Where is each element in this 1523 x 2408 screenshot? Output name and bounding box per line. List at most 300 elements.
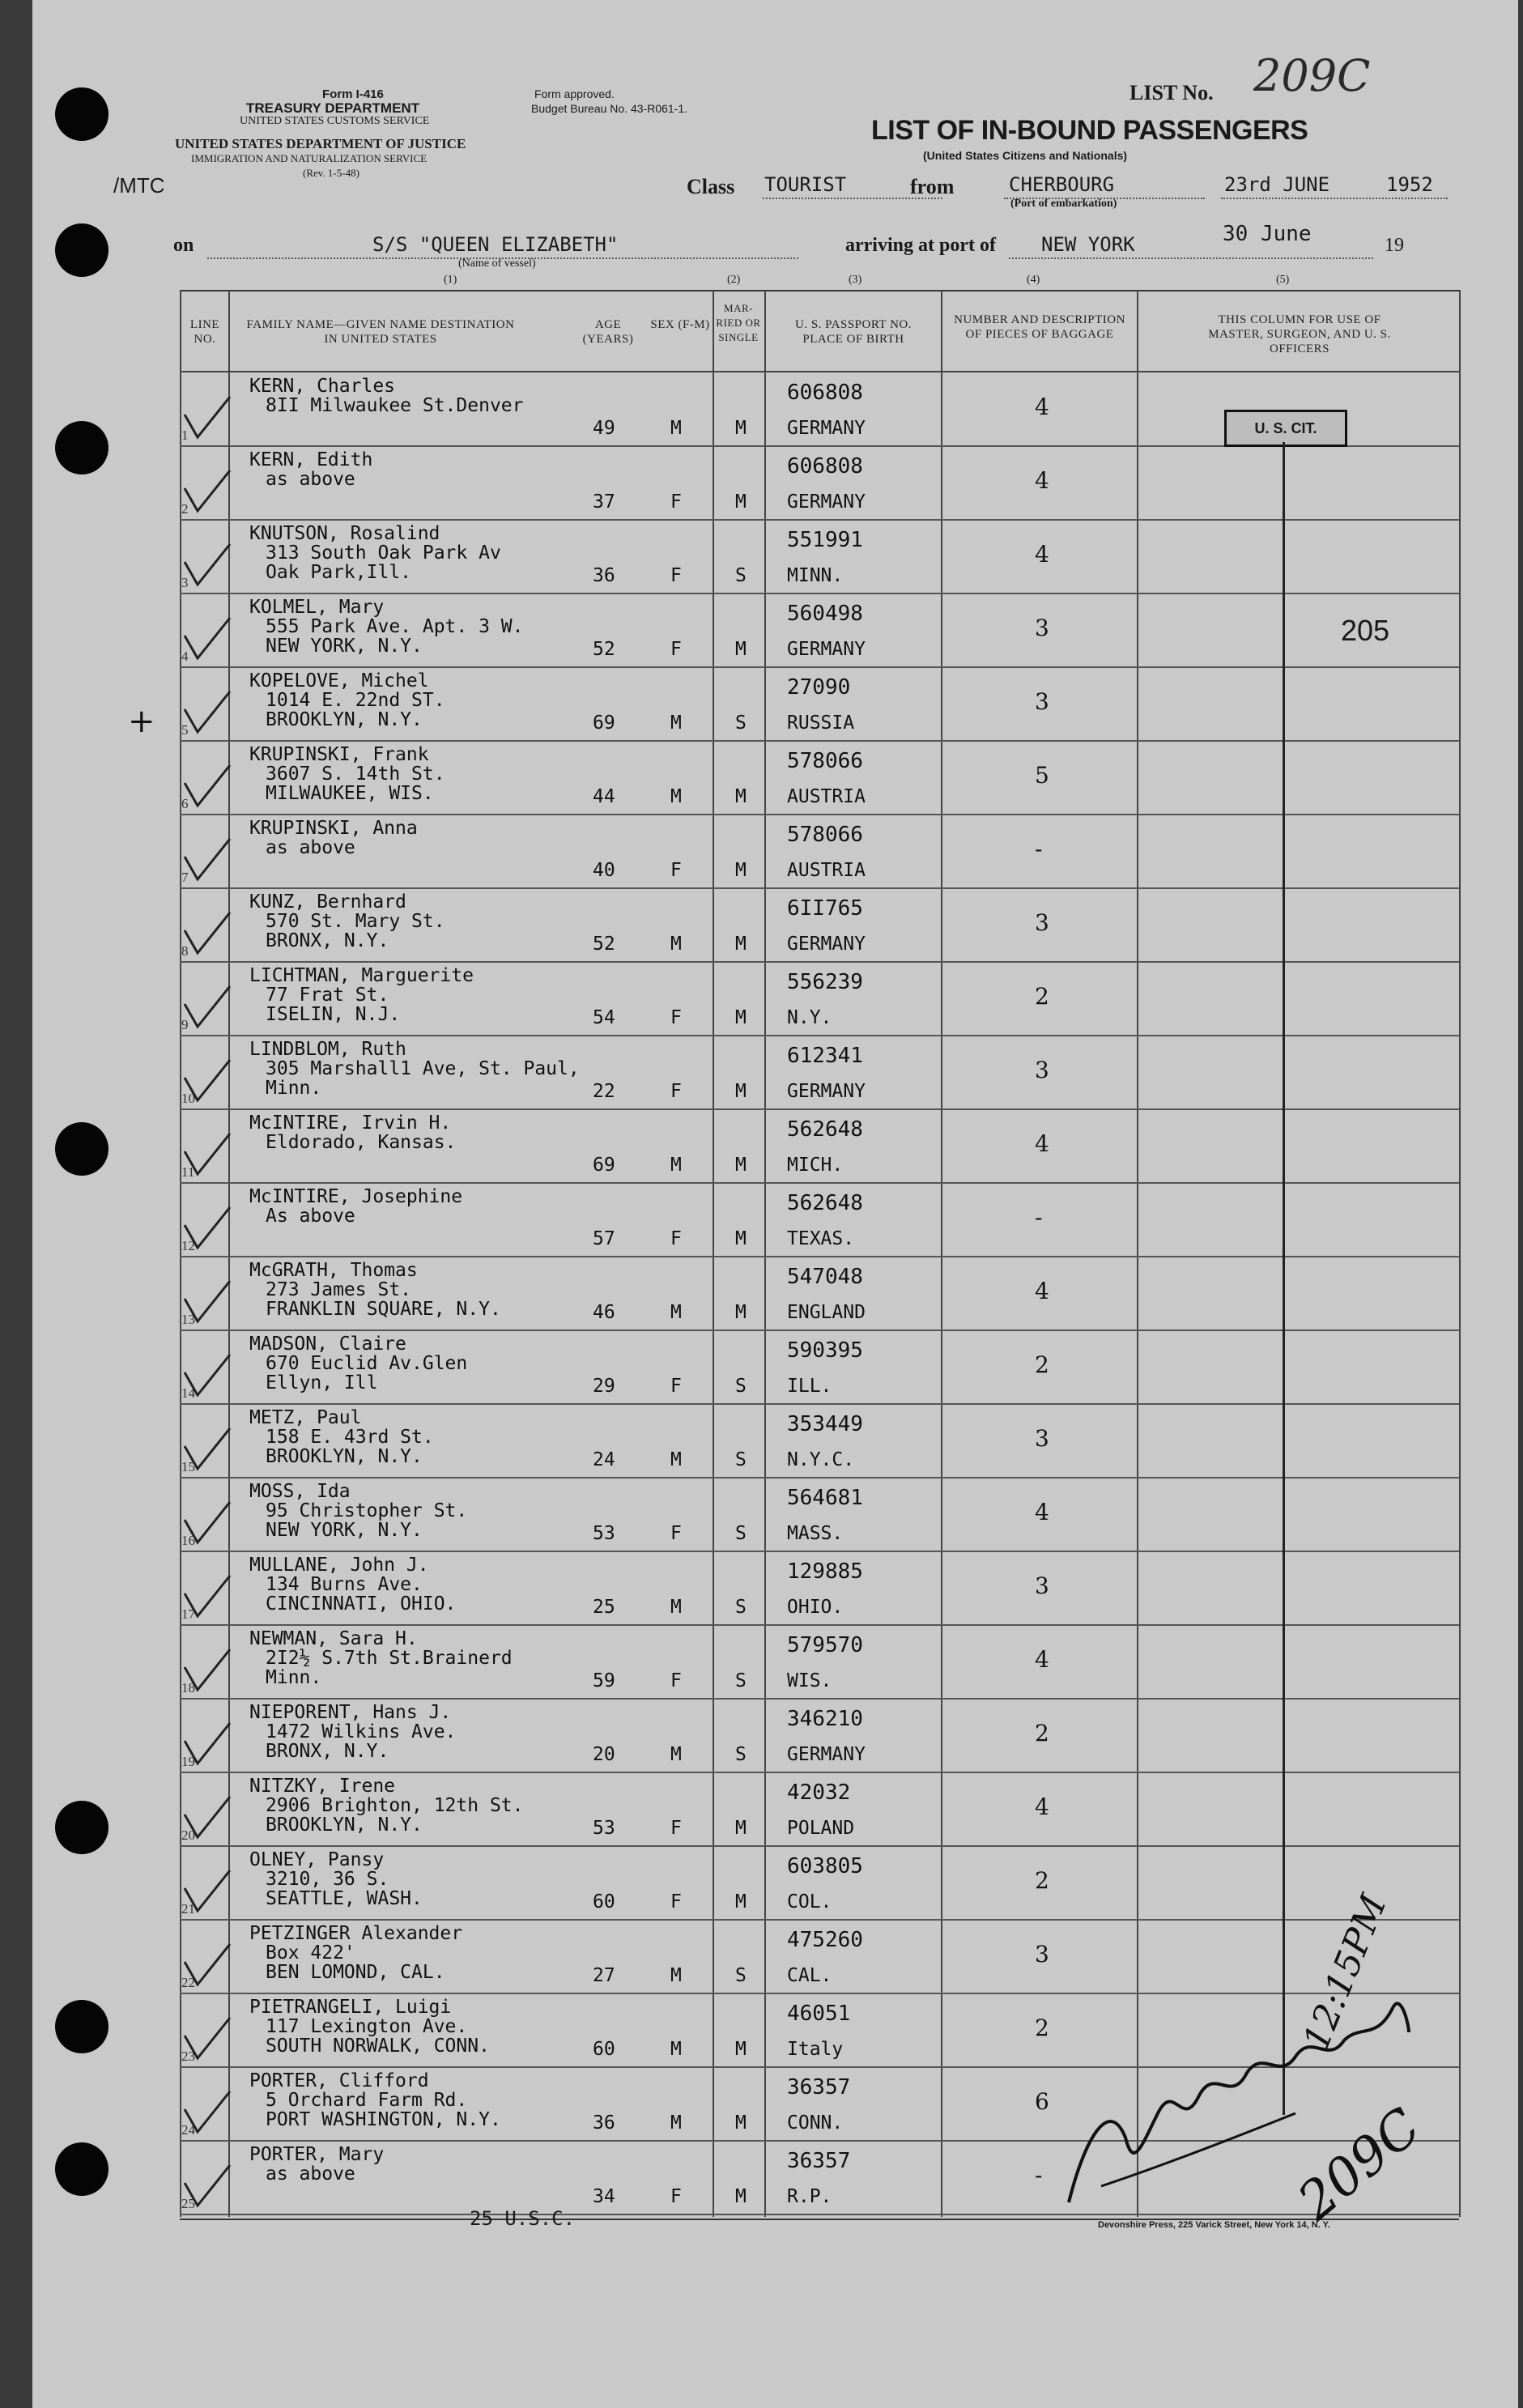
age: 60 xyxy=(593,1891,615,1912)
line-number: 13 xyxy=(181,1312,195,1327)
address-line-1: 570 St. Mary St. xyxy=(266,911,445,932)
address-line-1: 2906 Brighton, 12th St. xyxy=(266,1795,524,1816)
address-line-2: SEATTLE, WASH. xyxy=(266,1888,423,1909)
sex: F xyxy=(670,1818,682,1839)
address-line-2: CINCINNATI, OHIO. xyxy=(266,1593,457,1615)
passport-number: 475260 xyxy=(787,1928,863,1952)
passport-number: 46051 xyxy=(787,2002,851,2026)
form-approved: Form approved. xyxy=(534,87,615,100)
age: 69 xyxy=(593,1155,615,1176)
place-of-birth: GERMANY xyxy=(787,491,866,513)
age: 20 xyxy=(593,1744,615,1765)
age: 46 xyxy=(593,1302,615,1323)
table-row xyxy=(180,1478,1459,1552)
baggage-count: 3 xyxy=(1035,909,1049,936)
address-line-1: Box 422' xyxy=(266,1942,355,1963)
revision: (Rev. 1-5-48) xyxy=(303,167,359,179)
marital-status: S xyxy=(735,1449,747,1470)
table-row xyxy=(180,593,1459,668)
address-line-1: 1014 E. 22nd ST. xyxy=(266,690,445,711)
place-of-birth: MASS. xyxy=(787,1523,844,1544)
sex: F xyxy=(670,1228,682,1249)
marital-status: S xyxy=(735,1744,747,1765)
address-line-1: as above xyxy=(266,469,355,490)
budget-bureau: Budget Bureau No. 43-R061-1. xyxy=(531,102,688,115)
passenger-name: PORTER, Mary xyxy=(249,2144,385,2165)
check-mark xyxy=(183,542,232,588)
baggage-count: 3 xyxy=(1035,615,1049,641)
line-number: 7 xyxy=(181,870,189,885)
passenger-name: NEWMAN, Sara H. xyxy=(249,1628,418,1649)
sex: M xyxy=(670,2112,682,2134)
col-header-officers: THIS COLUMN FOR USE OF MASTER, SURGEON, AND U. S. OFFICERS xyxy=(1208,313,1391,355)
punch-hole xyxy=(55,1801,108,1854)
place-of-birth: WIS. xyxy=(787,1670,832,1691)
sex: M xyxy=(670,1155,682,1176)
passport-number: 590395 xyxy=(787,1338,863,1363)
sex: M xyxy=(670,1449,682,1470)
us-cit-stamp: U. S. CIT. xyxy=(1224,410,1347,447)
passenger-name: LINDBLOM, Ruth xyxy=(249,1039,406,1060)
baggage-count: 2 xyxy=(1035,1867,1049,1894)
line-number: 22 xyxy=(181,1975,195,1990)
marital-status: M xyxy=(735,1155,747,1176)
address-line-1: 313 South Oak Park Av xyxy=(266,542,501,564)
passenger-name: METZ, Paul xyxy=(249,1407,362,1428)
baggage-count: - xyxy=(1035,1204,1043,1231)
passport-number: 606808 xyxy=(787,454,863,479)
sex: M xyxy=(670,934,682,955)
baggage-count: 3 xyxy=(1035,1425,1049,1452)
punch-hole xyxy=(55,223,108,277)
baggage-count: 2 xyxy=(1035,983,1049,1010)
address-line-2: Minn. xyxy=(266,1667,322,1688)
col-header-sex: SEX (F-M) xyxy=(650,318,710,331)
age: 52 xyxy=(593,934,615,955)
place-of-birth: GERMANY xyxy=(787,1744,866,1765)
baggage-count: 3 xyxy=(1035,1572,1049,1599)
passport-number: 562648 xyxy=(787,1191,863,1215)
marital-status: M xyxy=(735,2039,747,2060)
signature-list-no: 209C xyxy=(1287,2097,1432,2232)
passport-number: 129885 xyxy=(787,1559,863,1584)
place-of-birth: TEXAS. xyxy=(787,1228,855,1249)
address-line-1: 117 Lexington Ave. xyxy=(266,2016,468,2037)
address-line-2: FRANKLIN SQUARE, N.Y. xyxy=(266,1299,501,1320)
passport-number: 547048 xyxy=(787,1265,863,1289)
age: 44 xyxy=(593,786,615,807)
age: 54 xyxy=(593,1007,615,1028)
address-line-2: BRONX, N.Y. xyxy=(266,1741,389,1762)
line-number: 15 xyxy=(181,1459,195,1474)
col-header-age: AGE (YEARS) xyxy=(582,318,634,346)
col-num-1: (1) xyxy=(444,274,457,286)
check-mark xyxy=(183,837,232,883)
baggage-count: 4 xyxy=(1035,1130,1049,1157)
sex: F xyxy=(670,639,682,660)
address-line-1: 1472 Wilkins Ave. xyxy=(266,1721,457,1742)
passenger-name: MULLANE, John J. xyxy=(249,1555,429,1576)
passport-number: 579570 xyxy=(787,1633,863,1657)
table-row xyxy=(180,667,1459,742)
arrival-date: 30 June xyxy=(1223,222,1312,246)
baggage-count: 3 xyxy=(1035,1941,1049,1968)
place-of-birth: N.Y.C. xyxy=(787,1449,855,1470)
passport-number: 560498 xyxy=(787,602,863,626)
passenger-name: NITZKY, Irene xyxy=(249,1776,396,1797)
passenger-name: PORTER, Clifford xyxy=(249,2070,429,2091)
address-line-2: MILWAUKEE, WIS. xyxy=(266,783,434,804)
line-number: 6 xyxy=(181,796,189,811)
marital-status: M xyxy=(735,786,747,807)
marital-status: S xyxy=(735,1597,747,1618)
place-of-birth: MICH. xyxy=(787,1155,844,1176)
passenger-name: KERN, Edith xyxy=(249,449,373,470)
sex: F xyxy=(670,565,682,586)
marital-status: M xyxy=(735,1891,747,1912)
from-value: CHERBOURG xyxy=(1009,173,1115,196)
marital-status: M xyxy=(735,1302,747,1323)
address-line-1: 305 Marshall1 Ave, St. Paul, xyxy=(266,1058,580,1079)
baggage-count: 2 xyxy=(1035,1351,1049,1378)
passenger-name: KERN, Charles xyxy=(249,376,396,397)
sex: M xyxy=(670,713,682,734)
address-line-2: BROOKLYN, N.Y. xyxy=(266,1815,423,1836)
address-line-2: BEN LOMOND, CAL. xyxy=(266,1962,445,1983)
table-row xyxy=(180,1699,1459,1773)
col-header-married: MAR-RIED OR SINGLE xyxy=(716,302,761,343)
baggage-count: 3 xyxy=(1035,1057,1049,1083)
class-label: Class xyxy=(687,175,735,198)
line-number: 18 xyxy=(181,1680,195,1695)
line-number: 14 xyxy=(181,1385,195,1401)
address-line-2: Oak Park,Ill. xyxy=(266,562,412,583)
line-number: 8 xyxy=(181,943,189,959)
address-line-1: 273 James St. xyxy=(266,1279,412,1300)
marital-status: M xyxy=(735,1228,747,1249)
baggage-count: 4 xyxy=(1035,541,1049,568)
line-number: 24 xyxy=(181,2122,195,2138)
age: 59 xyxy=(593,1670,615,1691)
punch-hole xyxy=(55,87,108,141)
age: 27 xyxy=(593,1965,615,1986)
address-line-2: Ellyn, Ill xyxy=(266,1372,378,1393)
address-line-1: 5 Orchard Farm Rd. xyxy=(266,2090,468,2111)
address-line-1: 95 Christopher St. xyxy=(266,1500,468,1521)
sex: F xyxy=(670,1081,682,1102)
line-number: 1 xyxy=(181,428,189,443)
age: 37 xyxy=(593,491,615,513)
baggage-count: 4 xyxy=(1035,467,1049,494)
marital-status: M xyxy=(735,1081,747,1102)
col-num-2: (2) xyxy=(727,274,741,286)
baggage-count: 4 xyxy=(1035,1646,1049,1673)
check-mark xyxy=(183,764,232,809)
marital-status: S xyxy=(735,565,747,586)
passenger-name: KUNZ, Bernhard xyxy=(249,891,406,913)
address-line-2: Minn. xyxy=(266,1078,322,1099)
address-line-1: 555 Park Ave. Apt. 3 W. xyxy=(266,616,524,637)
check-mark xyxy=(183,469,232,514)
table-row xyxy=(180,1330,1459,1405)
place-of-birth: AUSTRIA xyxy=(787,786,866,807)
sex: F xyxy=(670,1523,682,1544)
place-of-birth: POLAND xyxy=(787,1818,855,1839)
place-of-birth: GERMANY xyxy=(787,1081,866,1102)
treasury-dept: TREASURY DEPARTMENT xyxy=(246,100,420,116)
age: 25 xyxy=(593,1597,615,1618)
table-row xyxy=(180,446,1459,521)
marital-status: S xyxy=(735,1965,747,1986)
marital-status: M xyxy=(735,1007,747,1028)
baggage-count: 2 xyxy=(1035,1720,1049,1746)
arriving-label: arriving at port of xyxy=(845,235,996,256)
address-line-1: 8II Milwaukee St.Denver xyxy=(266,395,524,416)
marital-status: M xyxy=(735,418,747,439)
punch-hole xyxy=(55,421,108,474)
line-number: 19 xyxy=(181,1754,195,1769)
marital-status: M xyxy=(735,2186,747,2207)
check-mark xyxy=(183,911,232,956)
col-header-name: FAMILY NAME—GIVEN NAME DESTINATION IN UNITED STATES xyxy=(246,318,515,346)
port-embark-caption: (Port of embarkation) xyxy=(1010,198,1117,210)
vessel-name: S/S "QUEEN ELIZABETH" xyxy=(372,233,619,256)
passport-number: 27090 xyxy=(787,675,851,700)
marital-status: S xyxy=(735,713,747,734)
place-of-birth: R.P. xyxy=(787,2186,832,2207)
year-prefix: 19 xyxy=(1385,235,1404,256)
line-number: 20 xyxy=(181,1827,195,1843)
address-line-2: ISELIN, N.J. xyxy=(266,1004,401,1025)
table-row xyxy=(180,1404,1459,1478)
line-number: 4 xyxy=(181,649,189,664)
passenger-name: McINTIRE, Josephine xyxy=(249,1186,463,1207)
address-line-1: 134 Burns Ave. xyxy=(266,1574,423,1595)
marital-status: M xyxy=(735,1818,747,1839)
place-of-birth: CAL. xyxy=(787,1965,832,1986)
check-mark xyxy=(183,616,232,662)
address-line-2: BRONX, N.Y. xyxy=(266,930,389,951)
age: 69 xyxy=(593,713,615,734)
place-of-birth: GERMANY xyxy=(787,934,866,955)
passenger-name: KRUPINSKI, Frank xyxy=(249,744,429,765)
table-row xyxy=(180,1183,1459,1257)
punch-hole xyxy=(55,1122,108,1176)
address-line-2: NEW YORK, N.Y. xyxy=(266,636,423,657)
place-of-birth: CONN. xyxy=(787,2112,844,2134)
age: 53 xyxy=(593,1523,615,1544)
baggage-count: 2 xyxy=(1035,2014,1049,2041)
sex: M xyxy=(670,1597,682,1618)
address-line-2: BROOKLYN, N.Y. xyxy=(266,709,423,730)
table-row xyxy=(180,1036,1459,1110)
line-number: 2 xyxy=(181,501,189,517)
place-of-birth: N.Y. xyxy=(787,1007,832,1028)
mtc-mark: /MTC xyxy=(113,173,165,198)
address-line-1: Eldorado, Kansas. xyxy=(266,1132,457,1153)
sex: F xyxy=(670,860,682,881)
col-num-5: (5) xyxy=(1276,274,1290,286)
line-number: 17 xyxy=(181,1606,195,1622)
embark-year: 1952 xyxy=(1386,173,1433,196)
sex: F xyxy=(670,491,682,513)
baggage-count: - xyxy=(1035,836,1043,862)
address-line-2: NEW YORK, N.Y. xyxy=(266,1520,423,1541)
age: 52 xyxy=(593,639,615,660)
line-number: 23 xyxy=(181,2049,195,2064)
baggage-count: 6 xyxy=(1035,2088,1049,2115)
on-label: on xyxy=(173,235,194,256)
address-line-1: As above xyxy=(266,1206,355,1227)
table-row xyxy=(180,741,1459,815)
passport-number: 578066 xyxy=(787,823,863,847)
passenger-name: KNUTSON, Rosalind xyxy=(249,523,440,544)
vessel-caption: (Name of vessel) xyxy=(458,257,536,270)
punch-hole xyxy=(55,2000,108,2053)
age: 49 xyxy=(593,418,615,439)
footer-usc: 25 U.S.C. xyxy=(470,2207,576,2230)
passenger-name: LICHTMAN, Marguerite xyxy=(249,965,474,986)
passenger-name: KOPELOVE, Michel xyxy=(249,670,429,691)
passport-number: 564681 xyxy=(787,1486,863,1510)
table-row xyxy=(180,1257,1459,1331)
age: 57 xyxy=(593,1228,615,1249)
place-of-birth: RUSSIA xyxy=(787,713,855,734)
table-row xyxy=(180,1551,1459,1626)
marital-status: M xyxy=(735,491,747,513)
signature-time: 12:15PM xyxy=(1295,1889,1395,2057)
table-row xyxy=(180,1625,1459,1700)
line-number: 25 xyxy=(181,2196,195,2211)
line-number: 5 xyxy=(181,722,189,738)
table-row xyxy=(180,1109,1459,1184)
passport-number: 612341 xyxy=(787,1044,863,1068)
stamp-bracket-line xyxy=(1283,442,1285,2115)
passport-number: 578066 xyxy=(787,749,863,773)
baggage-count: - xyxy=(1035,2162,1043,2189)
address-line-1: as above xyxy=(266,837,355,858)
plus-mark: + xyxy=(128,703,155,740)
passport-number: 551991 xyxy=(787,528,863,552)
table-row xyxy=(180,888,1459,963)
age: 36 xyxy=(593,2112,615,2134)
baggage-count: 4 xyxy=(1035,1278,1049,1304)
embark-date: 23rd JUNE xyxy=(1224,173,1330,196)
age: 24 xyxy=(593,1449,615,1470)
passport-number: 562648 xyxy=(787,1117,863,1142)
passport-number: 603805 xyxy=(787,1854,863,1878)
from-label: from xyxy=(910,175,955,198)
table-row xyxy=(180,815,1459,889)
sex: M xyxy=(670,1302,682,1323)
place-of-birth: ENGLAND xyxy=(787,1302,866,1323)
passenger-name: KRUPINSKI, Anna xyxy=(249,818,418,839)
address-line-2: BROOKLYN, N.Y. xyxy=(266,1446,423,1467)
sex: M xyxy=(670,1744,682,1765)
baggage-count: 3 xyxy=(1035,688,1049,715)
arrival-port: NEW YORK xyxy=(1041,233,1135,256)
sex: F xyxy=(670,1891,682,1912)
table-row xyxy=(180,520,1459,594)
check-mark xyxy=(183,690,232,735)
line-number: 16 xyxy=(181,1533,195,1548)
age: 40 xyxy=(593,860,615,881)
age: 34 xyxy=(593,2186,615,2207)
passport-number: 6II765 xyxy=(787,896,863,921)
sex: M xyxy=(670,418,682,439)
dept-justice: UNITED STATES DEPARTMENT OF JUSTICE xyxy=(175,136,466,151)
customs-service: UNITED STATES CUSTOMS SERVICE xyxy=(240,115,430,127)
col-header-baggage: NUMBER AND DESCRIPTION OF PIECES OF BAGGAGE xyxy=(954,313,1125,341)
baggage-count: 4 xyxy=(1035,1793,1049,1820)
col-header-line-no: LINE NO. xyxy=(189,318,220,346)
check-mark xyxy=(183,985,232,1030)
passport-number: 36357 xyxy=(787,2075,851,2100)
table-row xyxy=(180,1846,1459,1921)
line-number: 9 xyxy=(181,1017,189,1032)
sex: F xyxy=(670,1376,682,1397)
place-of-birth: GERMANY xyxy=(787,639,866,660)
manifest-title: LIST OF IN-BOUND PASSENGERS xyxy=(871,115,1308,146)
baggage-count: 5 xyxy=(1035,762,1049,789)
marital-status: M xyxy=(735,934,747,955)
age: 53 xyxy=(593,1818,615,1839)
age: 22 xyxy=(593,1081,615,1102)
line-number: 10 xyxy=(181,1091,195,1106)
place-of-birth: AUSTRIA xyxy=(787,860,866,881)
punch-hole xyxy=(55,2142,108,2196)
baggage-count: 4 xyxy=(1035,1499,1049,1525)
line-number: 3 xyxy=(181,575,189,590)
address-line-1: 3210, 36 S. xyxy=(266,1869,389,1890)
sex: M xyxy=(670,1965,682,1986)
place-of-birth: OHIO. xyxy=(787,1597,844,1618)
place-of-birth: MINN. xyxy=(787,565,844,586)
sex: M xyxy=(670,786,682,807)
age: 29 xyxy=(593,1376,615,1397)
table-row xyxy=(180,1772,1459,1847)
address-line-2: SOUTH NORWALK, CONN. xyxy=(266,2036,490,2057)
col-header-passport: U. S. PASSPORT NO. PLACE OF BIRTH xyxy=(795,318,912,346)
passenger-name: OLNEY, Pansy xyxy=(249,1849,385,1870)
address-line-1: 2I2½ S.7th St.Brainerd xyxy=(266,1648,513,1669)
side-number: 205 xyxy=(1341,614,1390,647)
line-number: 11 xyxy=(181,1164,195,1180)
class-value: TOURIST xyxy=(764,173,847,196)
marital-status: M xyxy=(735,860,747,881)
passport-number: 556239 xyxy=(787,970,863,994)
address-line-1: 158 E. 43rd St. xyxy=(266,1427,434,1448)
passenger-name: MADSON, Claire xyxy=(249,1334,406,1355)
passenger-name: McGRATH, Thomas xyxy=(249,1260,418,1281)
passenger-name: KOLMEL, Mary xyxy=(249,597,385,618)
place-of-birth: COL. xyxy=(787,1891,832,1912)
address-line-1: 3607 S. 14th St. xyxy=(266,764,445,785)
passenger-name: PIETRANGELI, Luigi xyxy=(249,1997,452,2018)
passenger-name: PETZINGER Alexander xyxy=(249,1923,463,1944)
list-no-label: LIST No. xyxy=(1129,81,1214,104)
passport-number: 353449 xyxy=(787,1412,863,1436)
ins-service: IMMIGRATION AND NATURALIZATION SERVICE xyxy=(191,152,428,164)
passport-number: 606808 xyxy=(787,381,863,405)
marital-status: S xyxy=(735,1523,747,1544)
address-line-1: 77 Frat St. xyxy=(266,985,389,1006)
address-line-1: as above xyxy=(266,2163,355,2185)
place-of-birth: GERMANY xyxy=(787,418,866,439)
passenger-name: NIEPORENT, Hans J. xyxy=(249,1702,452,1723)
baggage-count: 4 xyxy=(1035,394,1049,420)
place-of-birth: ILL. xyxy=(787,1376,832,1397)
